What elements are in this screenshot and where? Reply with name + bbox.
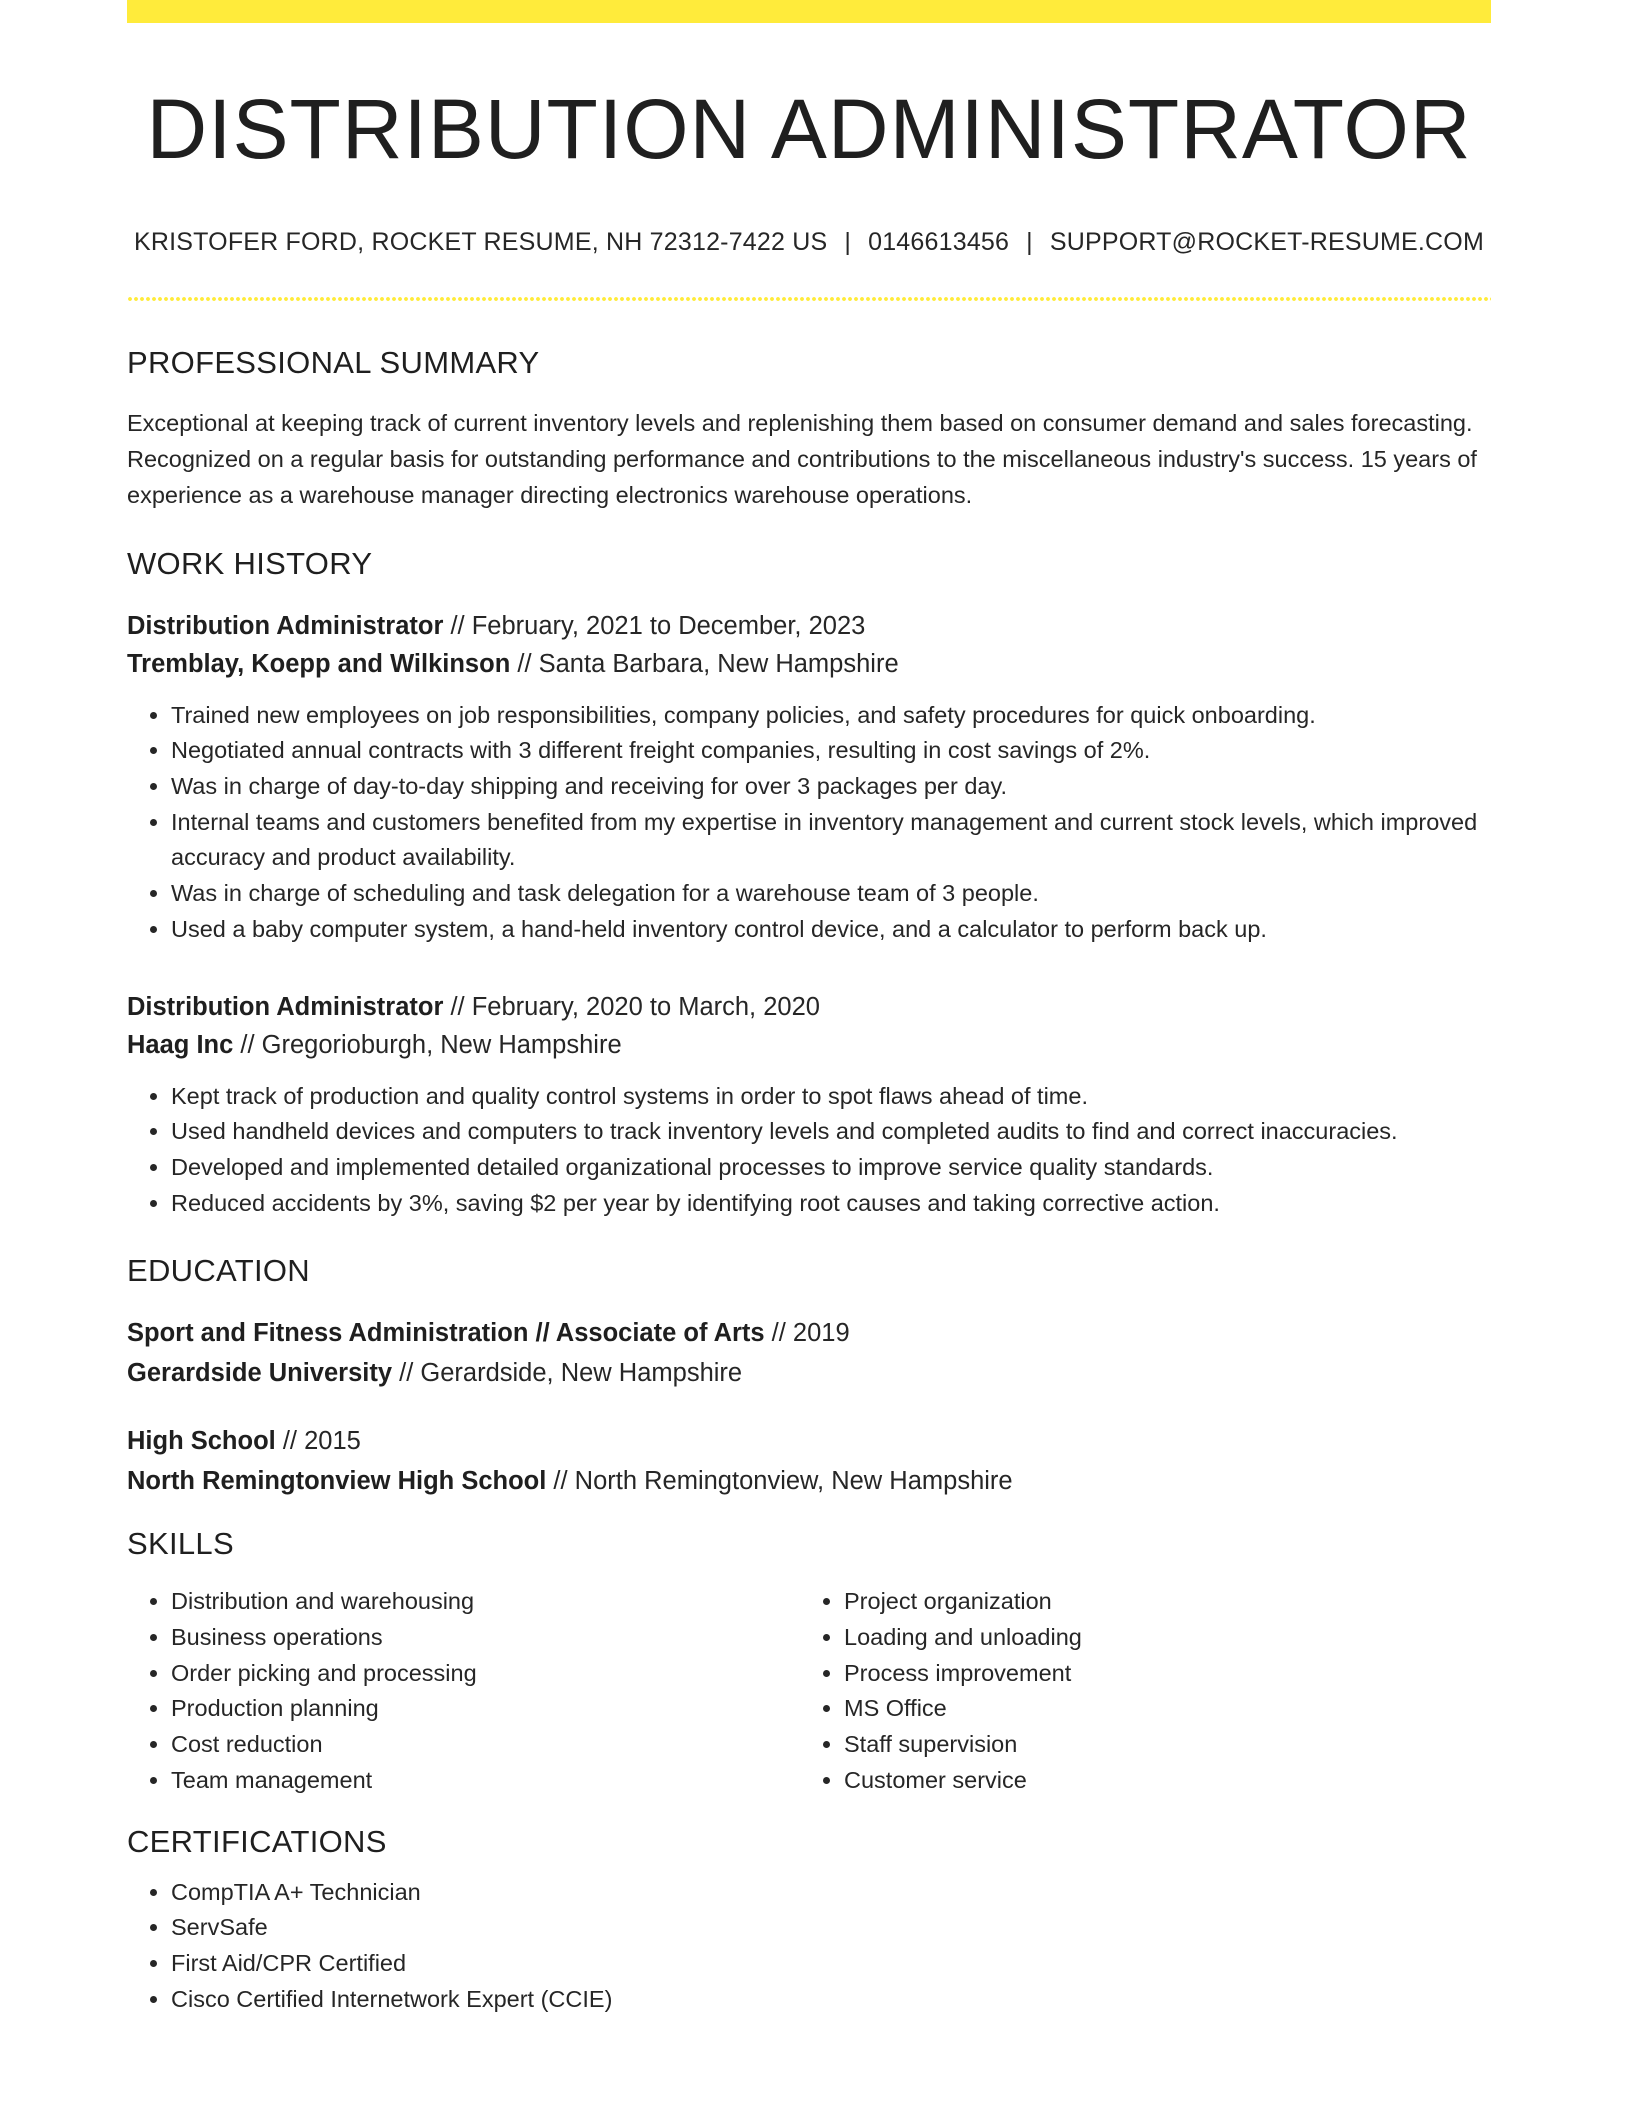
job-role-line [127, 607, 1491, 645]
certification-item: • First Aid/CPR Certified [171, 1946, 1491, 1982]
job-entry [127, 988, 1491, 1222]
work-history-section [127, 546, 1491, 1222]
job-location: // Santa Barbara, New Hampshire [510, 649, 899, 678]
contact-separator: | [844, 227, 852, 256]
job-location: // Gregorioburgh, New Hampshire [233, 1030, 622, 1059]
top-accent-bar [127, 0, 1491, 23]
contact-line [127, 228, 1491, 257]
section-title-work-history: WORK HISTORY [127, 545, 373, 581]
education-degree: Sport and Fitness Administration // Associate of Arts [127, 1319, 765, 1348]
certifications-section [127, 1824, 1491, 2018]
section-title-skills: SKILLS [127, 1526, 234, 1562]
job-dates: // February, 2020 to March, 2020 [443, 992, 820, 1021]
list-item: • Used a baby computer system, a hand-held inventory control device, and a calculator to perform back up. [171, 912, 1491, 948]
education-degree-line [127, 1314, 1491, 1354]
education-location: // Gerardside, New Hampshire [392, 1358, 743, 1387]
list-item: • Negotiated annual contracts with 3 different freight companies, resulting in cost savings of 2%. [171, 733, 1491, 769]
list-item: • Reduced accidents by 3%, saving $2 per year by identifying root causes and taking corrective action. [171, 1186, 1491, 1222]
education-school-line [127, 1462, 1491, 1502]
list-item: • Internal teams and customers benefited from my expertise in inventory management and current stock levels, which improved accuracy and product availability. [171, 805, 1491, 876]
job-role: Distribution Administrator [127, 611, 444, 640]
education-section [127, 1253, 1491, 1501]
skills-section [127, 1526, 1491, 1798]
skill-item: • Process improvement [844, 1656, 1473, 1692]
education-year: // 2019 [764, 1319, 850, 1348]
education-location: // North Remingtonview, New Hampshire [546, 1466, 1013, 1495]
resume-title: DISTRIBUTION ADMINISTRATOR [146, 82, 1472, 176]
education-school: Gerardside University [127, 1358, 393, 1387]
education-school: North Remingtonview High School [127, 1466, 547, 1495]
education-year: // 2015 [275, 1427, 361, 1456]
skills-list-left [127, 1584, 800, 1798]
education-entry [127, 1422, 1491, 1501]
skills-list-right [800, 1584, 1473, 1798]
skill-item: • Cost reduction [171, 1727, 800, 1763]
contact-email[interactable]: SUPPORT@ROCKET-RESUME.COM [1049, 227, 1484, 256]
job-company-line [127, 1026, 1491, 1064]
skill-item: • Team management [171, 1763, 800, 1799]
certification-item: • ServSafe [171, 1910, 1491, 1946]
job-bullets [127, 698, 1491, 948]
job-role-line [127, 988, 1491, 1026]
job-company-line [127, 645, 1491, 683]
section-title-certifications: CERTIFICATIONS [127, 1823, 387, 1859]
summary-text: Exceptional at keeping track of current inventory levels and replenishing them based on consumer demand and sales forecasting. Recognized on a regular basis for outstanding performance and contributions to the miscellaneous industry's success. 15 years of experience as a warehouse manager directing electronics warehouse operations. [127, 409, 1477, 508]
certification-item: • Cisco Certified Internetwork Expert (CCIE) [171, 1982, 1491, 2018]
list-item: • Developed and implemented detailed organizational processes to improve service quality standards. [171, 1150, 1491, 1186]
contact-phone: 0146613456 [868, 227, 1010, 256]
skill-item: • Customer service [844, 1763, 1473, 1799]
education-school-line [127, 1354, 1491, 1394]
job-company: Haag Inc [127, 1030, 234, 1059]
education-entry [127, 1314, 1491, 1393]
section-title-summary: PROFESSIONAL SUMMARY [127, 344, 540, 380]
skill-item: • Project organization [844, 1584, 1473, 1620]
contact-address: KRISTOFER FORD, ROCKET RESUME, NH 72312-7422 US [134, 227, 828, 256]
dotted-divider [127, 297, 1491, 301]
list-item: • Trained new employees on job responsibilities, company policies, and safety procedures for quick onboarding. [171, 698, 1491, 734]
job-entry [127, 607, 1491, 948]
education-degree: High School [127, 1427, 276, 1456]
summary-section [127, 345, 1491, 513]
list-item: • Kept track of production and quality control systems in order to spot flaws ahead of time. [171, 1079, 1491, 1115]
skill-item: • Loading and unloading [844, 1620, 1473, 1656]
contact-separator: | [1026, 227, 1033, 256]
section-title-education: EDUCATION [127, 1253, 310, 1289]
skill-item: • MS Office [844, 1691, 1473, 1727]
resume-page [127, 0, 1491, 2017]
job-bullets [127, 1079, 1491, 1222]
skill-item: • Order picking and processing [171, 1656, 800, 1692]
job-dates: // February, 2021 to December, 2023 [443, 611, 866, 640]
certification-item: • CompTIA A+ Technician [171, 1875, 1491, 1911]
skill-item: • Staff supervision [844, 1727, 1473, 1763]
skill-item: • Production planning [171, 1691, 800, 1727]
job-company: Tremblay, Koepp and Wilkinson [127, 649, 511, 678]
certifications-list [127, 1875, 1491, 2018]
skill-item: • Distribution and warehousing [171, 1584, 800, 1620]
list-item: • Was in charge of day-to-day shipping and receiving for over 3 packages per day. [171, 769, 1491, 805]
list-item: • Was in charge of scheduling and task delegation for a warehouse team of 3 people. [171, 876, 1491, 912]
education-degree-line [127, 1422, 1491, 1462]
list-item: • Used handheld devices and computers to track inventory levels and completed audits to find and correct inaccuracies. [171, 1114, 1491, 1150]
skills-grid [127, 1584, 1491, 1798]
skill-item: • Business operations [171, 1620, 800, 1656]
job-role: Distribution Administrator [127, 992, 444, 1021]
